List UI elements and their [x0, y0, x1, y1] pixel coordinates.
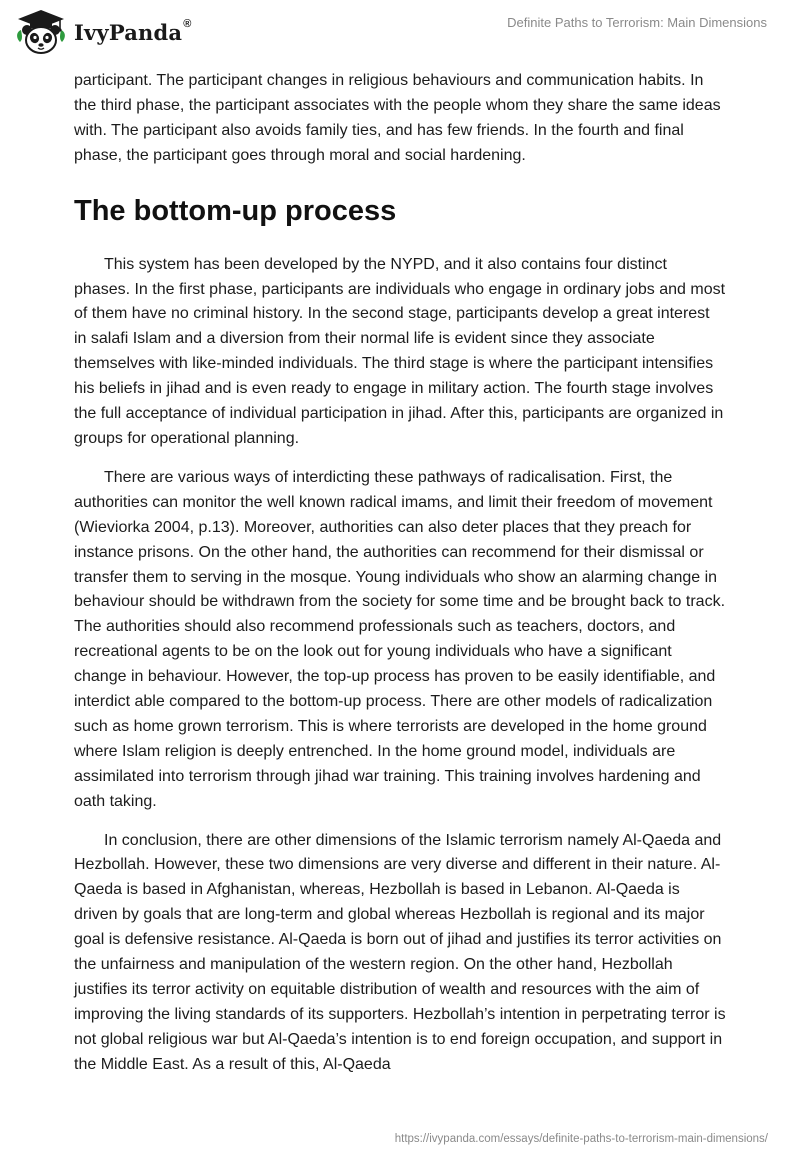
page-header — [0, 0, 800, 68]
registered-mark: ® — [183, 17, 192, 30]
essay-body — [74, 69, 726, 1078]
panda-graduate-icon — [14, 8, 68, 56]
intro-paragraph: participant. The participant changes in religious behaviours and communication habits. In the third phase, the participant associates with the people whom they share the same ideas with. The participant also avoids family ties, and has few friends. In the fourth and final phase, the participant goes through moral and social hardening. — [74, 72, 721, 164]
section-heading: The bottom-up process — [74, 194, 397, 227]
brand-label: IvyPanda — [74, 19, 183, 45]
body-paragraph: This system has been developed by the NYPD, and it also contains four distinct phases. In the first phase, participants are individuals who engage in ordinary jobs and most of them have no criminal history. In the second stage, participants develop a great interest in salafi Islam and a diversion from their normal life is evident since they associate themselves with like-minded individuals. The third stage is where the participant intensifies his beliefs in jihad and is even ready to engage in military action. The fourth stage involves the full acceptance of individual participation in jihad. After this, participants are organized in groups for operational planning. — [74, 255, 726, 447]
brand-name — [74, 17, 192, 45]
document-title: Definite Paths to Terrorism: Main Dimensions — [507, 15, 767, 30]
body-paragraph: There are various ways of interdicting these pathways of radicalisation. First, the authorities can monitor the well known radical imams, and limit their freedom of movement (Wieviorka 2004, p.13). Moreover, authorities can also deter places that they preach for instance prisons. On the other hand, the authorities can recommend for their dismissal or transfer them to serving in the mosque. Young individuals who show an alarming change in behaviour should be withdrawn from the society for some time and be brought back to track. The authorities should also recommend professionals such as teachers, doctors, and recreational agents to be on the look out for young individuals who have a significant change in behaviour. However, the top-up process has proven to be easily identifiable, and interdict able compared to the bottom-up process. There are other models of radicalization such as home grown terrorism. This is where terrorists are developed in the home ground where Islam religion is deeply entrenched. In the home ground model, individuals are assimilated into terrorism through jihad war training. This training involves hardening and oath taking. — [74, 468, 726, 810]
body-paragraph: In conclusion, there are other dimensions of the Islamic terrorism namely Al-Qaeda and Hezbollah. However, these two dimensions are very diverse and different in their nature. Al-Qaeda is based in Afghanistan, whereas, Hezbollah is based in Lebanon. Al-Qaeda is driven by goals that are long-term and global whereas Hezbollah is regional and its major goal is defensive resistance. Al-Qaeda is born out of jihad and justifies its terror activities on the unfairness and manipulation of the western region. On the other hand, Hezbollah justifies its terror activity on equitable distribution of wealth and resources with the aim of improving the living standards of its supporters. Hezbollah’s intention in perpetrating terror is not global religious war but Al-Qaeda’s intention is to end foreign occupation, and support in the Middle East. As a result of this, Al-Qaeda — [74, 831, 726, 1073]
ivypanda-logo[interactable] — [14, 8, 192, 56]
source-url[interactable]: https://ivypanda.com/essays/definite-paths-to-terrorism-main-dimensions/ — [394, 1133, 768, 1145]
